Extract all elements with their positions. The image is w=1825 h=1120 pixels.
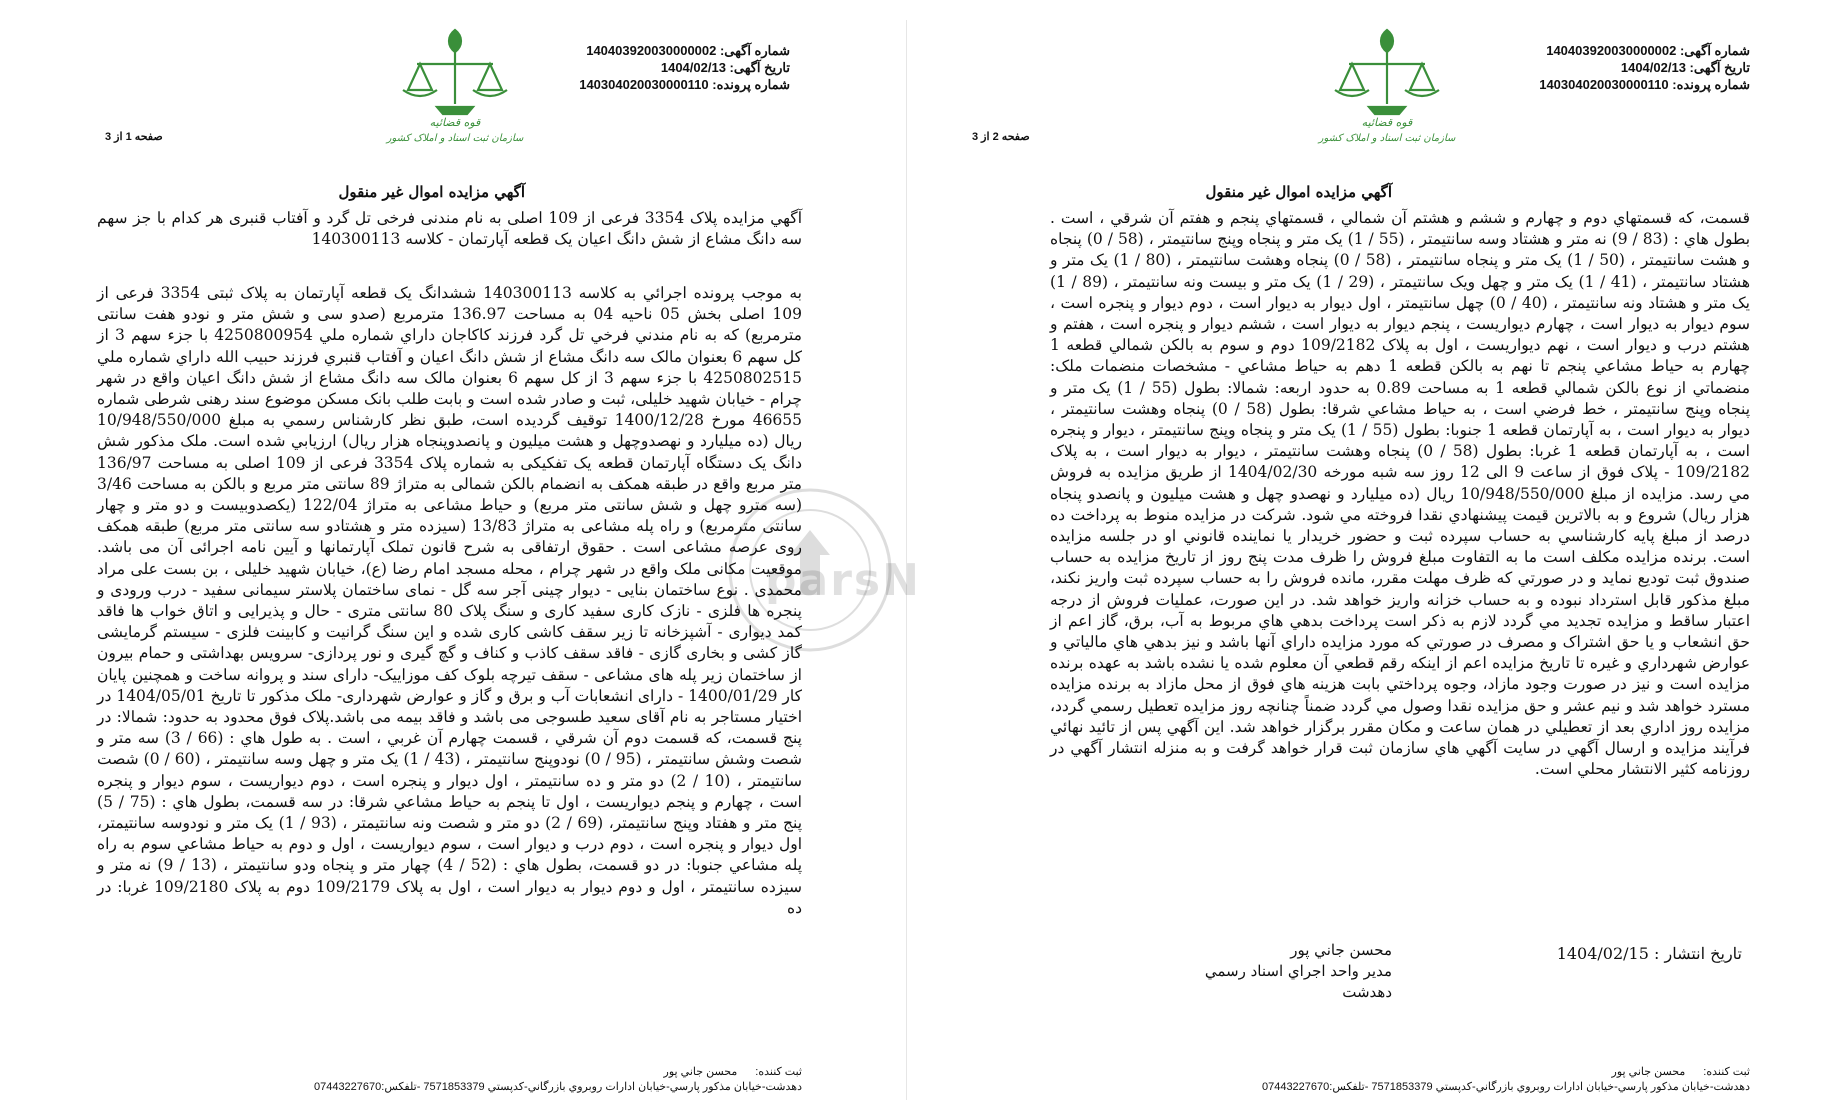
registrant <box>314 1065 802 1080</box>
svg-text:سازمان ثبت اسناد و املاک کشور: سازمان ثبت اسناد و املاک کشور <box>386 133 524 144</box>
watermark-text: parsN <box>765 555 921 606</box>
svg-text:سازمان ثبت اسناد و املاک کشور: سازمان ثبت اسناد و املاک کشور <box>1318 133 1456 144</box>
page-label: صفحه 1 از 3 <box>105 131 163 143</box>
body-paragraph: به موجب پرونده اجرائي به کلاسه 140300113 ششدانگ یک قطعه آپارتمان به پلاک ثبتی 3354 فرعی از 109 اصلی بخش 05 ناحیه 04 به مساحت 136.97 مترمربع (صدو سی و شش متر و نودو هفت سانتی مترمربع) که به نام مندني فرخي تل گرد فرزند كاكاجان داراي شماره ملي 4250800954 با جزء سهم 3 از کل سهم 6 بعنوان مالک سه دانگ مشاع از شش دانگ اعیان و آفتاب قنبري فرزند حبيب الله داراي شماره ملي 4250802515 با جزء سهم 3 از کل سهم 6 بعنوان مالک سه دانگ مشاع از شش دانگ اعیان واقع در شهر چرام - خیابان شهید خلیلی، ثبت و صادر شده است و بابت طلب بانک مسکن موضوع سند رهنی شرطی شماره 46655 مورخ 1400/12/28 توقيف گرديده است، طبق نظر كارشناس رسمي به مبلغ 10/948/550/000 ريال (ده ميليارد و نهصدوچهل و هشت ميليون و پانصدوپنجاه هزار ريال) ارزيابي شده است. ملک مذکور شش دانگ یک دستگاه آپارتمان قطعه یک تفکیکی به شماره پلاک 3354 فرعی از 109 اصلی به مساحت 136/97 متر مربع واقع در طبقه همکف به انضمام بالکن شمالی به متراژ 89 سانتی متر مربع و بالکن به مساحت 3/46 (سه مترو چهل و شش سانتی متر مربع) و حیاط مشاعی به متراژ 122/04 (یکصدوبیست و دو متر و چهار سانتی مترمربع) و راه پله مشاعی به متراژ 13/83 (سیزده متر و هشتادو سه سانتی متر مربع) طبقه همکف روی عرصه مشاعی است . حقوق ارتفاقی به شرح قانون تملک آپارتمانها و آیین نامه اجرائی آن می باشد. موقعیت مکانی ملک واقع در شهر چرام ، محله مسجد امام رضا (ع)، خیابان شهید خلیلی ، بن بست علی مراد محمدی . نوع ساختمان بنایی - دیوار چینی آجر سه گل - نمای ساختمان پلاستر سیمانی سفید - درب ورودی و پنجره ها فلزی - نازک کاری سفید کاری و سنگ پلاک 80 سانتی متری - حال و پذیرایی و اتاق خواب ها فاقد کمد دیواری - آشپزخانه تا زیر سقف کاشی کاری شده و این سنگ گرانیت و کابینت فلزی - سیستم گرمایشی گاز کشی و بخاری گازی - فاقد سقف کاذب و کناف و گچ گیری و نور پردازی- سرویس بهداشتی و حمام بیرون از ساختمان زیر پله های مشاعی - سقف تیرچه بلوک کف موزاییک- دارای سند و پروانه ساخت و همچنین پایان کار 1400/01/29 - دارای انشعابات آب و برق و گاز و عوارض شهرداری- ملک مذکور تا تاریخ 1404/05/01 در اختیار مستاجر به نام آقای سعید طسوجی می باشد و فاقد بیمه می باشد.پلاک فوق محدود به حدود: شمالا: در پنج قسمت، كه قسمت دوم آن شرقي ، قسمت چهارم آن غربي ، است . به طول هاي : (66 / 3) سه متر و شصت وشش سانتيمتر ، (95 / 0) نودوپنج سانتيمتر ، (43 / 1) يک متر و چهل وسه سانتيمتر ، (60 / 0) شصت سانتيمتر ، (10 / 2) دو متر و ده سانتيمتر ، اول ديوار و پنجره است ، دوم ديواريست ، سوم ديوار و پنجره است ، چهارم و پنجم ديواريست ، اول تا پنجم به حياط مشاعي شرقا: در سه قسمت، بطول هاي : (75 / 5) پنج متر و هفتاد وپنج سانتيمتر، (69 / 2) دو متر و شصت ونه سانتيمتر ، (93 / 1) يک متر و نودوسه سانتيمتر، اول ديوار و پنجره است ، دوم درب و ديوار است ، سوم ديواريست ، اول و دوم به حياط مشاعي سوم به راه پله مشاعي جنوبا: در دو قسمت، بطول هاي : (52 / 4) چهار متر و پنجاه ودو سانتيمتر ، (13 / 9) نه متر و سيزده سانتيمتر ، اول و دوم ديوار به ديوار است ، اول به پلاک 109/2179 دوم به پلاک 109/2180 غربا: در ده <box>97 284 803 917</box>
footer <box>1262 1065 1750 1095</box>
registrant-label: ثبت کننده: <box>1703 1066 1750 1078</box>
registrant-label: ثبت کننده: <box>755 1066 802 1078</box>
page-title: آگهي مزايده اموال غير منقول <box>1205 183 1392 201</box>
signer-position: مدير واحد اجراي اسناد رسمي <box>1204 962 1392 980</box>
notice-number: شماره آگهی: 140403920030000002 <box>1546 43 1750 58</box>
judiciary-emblem-icon <box>375 12 535 147</box>
page-2 <box>912 0 1812 1120</box>
publish-date: تاریخ انتشار : 1404/02/15 <box>1556 944 1742 963</box>
signer-name: محسن جاني پور <box>1290 941 1392 959</box>
notice-meta <box>1539 42 1750 93</box>
page-label: صفحه 2 از 3 <box>972 131 1030 143</box>
notice-number: شماره آگهی: 140403920030000002 <box>586 43 790 58</box>
signature-block <box>1205 940 1392 1003</box>
notice-meta <box>579 42 790 93</box>
case-number: شماره پرونده: 140304020030000110 <box>579 77 790 92</box>
notice-date: تاریخ آگهی: 1404/02/13 <box>1620 60 1750 75</box>
address: دهدشت-خيابان مذکور پارسي-خيابان ادارات روبروي بازرگاني-کدپستي 7571853379 -تلفکس:07443227670 <box>313 1081 802 1093</box>
notice-date: تاریخ آگهی: 1404/02/13 <box>660 60 790 75</box>
registrant-name: محسن جاني پور <box>663 1066 738 1078</box>
footer <box>314 1065 802 1095</box>
intro-paragraph: آگهي مزايده پلاک 3354 فرعی از 109 اصلی به نام مندنی فرخی تل گرد و آفتاب قنبری هر کدام با جز سهم سه دانگ مشاع از شش دانگ اعیان یک قطعه آپارتمان - کلاسه 140300113 <box>97 209 802 249</box>
page-divider <box>906 20 907 1100</box>
body-paragraph: قسمت، كه قسمتهاي دوم و چهارم و ششم و هشتم آن شمالي ، قسمتهاي پنجم و هفتم آن شرقي ، است . بطول هاي : (83 / 9) نه متر و هشتاد وسه سانتيمتر ، (55 / 1) يک متر و پنجاه وپنج سانتيمتر ، (58 / 0) پنجاه و هشت سانتيمتر ، (50 / 1) يک متر و پنجاه سانتيمتر ، (58 / 0) پنجاه وهشت سانتيمتر ، (80 / 1) يک متر و هشتاد سانتيمتر ، (41 / 1) يک متر و چهل ويک سانتيمتر ، (29 / 1) يک متر و بيست ونه سانتيمتر ، (89 / 1) يک متر و هشتاد ونه سانتيمتر ، (40 / 0) چهل سانتيمتر ، اول ديوار به ديوار است ، دوم ديوار و پنجره است ، سوم ديوار به ديوار است ، چهارم ديواريست ، پنجم ديوار به ديوار است ، ششم ديوار و پنجره است ، هفتم و هشتم درب و ديوار است ، نهم ديواريست ، اول به پلاک 109/2182 دوم و سوم به بالکن شمالي قطعه 1 چهارم به حياط مشاعي پنجم تا نهم به بالکن قطعه 1 دهم به حياط مشاعي - مشخصات منضمات ملک: منضماتي از نوع بالکن شمالي قطعه 1 به مساحت 0.89 به حدود اربعه: شمالا: بطول (55 / 1) يک متر و پنجاه وپنج سانتيمتر ، خط فرضي است ، به حياط مشاعي شرقا: بطول (58 / 0) پنجاه وهشت سانتيمتر ، ديوار به ديوار است ، به آپارتمان قطعه 1 جنوبا: بطول (55 / 1) يک متر و پنجاه وپنج سانتيمتر ، ديوار و پنجره است ، به آپارتمان قطعه 1 غربا: بطول (58 / 0) پنجاه وهشت سانتيمتر ، ديوار به ديوار است ، به پلاک 109/2182 - پلاک فوق از ساعت 9 الی 12 روز سه شبه مورخه 1404/02/30 از طريق مزايده به فروش مي رسد. مزايده از مبلغ 10/948/550/000 ريال (ده ميليارد و نهصدو چهل و هشت ميليون و پانصدو پنجاه هزار ريال) شروع و به بالاترين قيمت پيشنهادي نقدا فروخته مي شود. شرکت در مزايده منوط به پرداخت ده درصد از مبلغ پايه کارشناسي به حساب سپرده ثبت و حضور خريدار يا نماينده قانوني او در جلسه مزايده است. برنده مزايده مکلف است ما به التفاوت مبلغ فروش را ظرف مدت پنج روز از تاريخ مزايده به حساب صندوق ثبت توديع نمايد و در صورتي که ظرف مهلت مقرر، مانده فروش را به حساب سپرده ثبت واريز نکند، مبلغ مذکور قابل استرداد نبوده و به حساب خزانه واريز خواهد شد. در اين صورت، عمليات فروش از درجه اعتبار ساقط و مزايده تجديد مي گردد لازم به ذکر است پرداخت بدهي هاي مربوط به آب، برق، گاز اعم از حق انشعاب و يا حق اشتراک و مصرف در صورتي که مورد مزايده داراي آنها باشد و نيز بدهي هاي مالياتي و عوارض شهرداري و غيره تا تاريخ مزايده اعم از اينکه رقم قطعي آن معلوم شده يا نشده باشد به عهده برنده مزايده است و نيز در صورت وجود مازاد، وجوه پرداختي بابت هزينه هاي فوق از محل مازاد به برنده مزايده مسترد خواهد شد و نيم عشر و حق مزايده نقدا وصول مي گردد ضمناً چنانچه روز مزايده تعطيل رسمي گردد، مزايده روز اداري بعد از تعطيلي در همان ساعت و مکان مقرر برگزار خواهد شد. اين آگهي پس از تائيد نهائي فرآيند مزايده و ارسال آگهي در سايت آگهي هاي سازمان ثبت قرار خواهد گرفت و به منزله انتشار آگهي در روزنامه کثير الانتشار محلي است. <box>1050 209 1751 779</box>
case-number: شماره پرونده: 140304020030000110 <box>1539 77 1750 92</box>
address: دهدشت-خيابان مذکور پارسي-خيابان ادارات روبروي بازرگاني-کدپستي 7571853379 -تلفکس:07443227670 <box>1261 1081 1750 1093</box>
svg-text:قوه قضائیه: قوه قضائیه <box>429 116 481 129</box>
page-1 <box>0 0 900 1120</box>
registrant-name: محسن جاني پور <box>1611 1066 1686 1078</box>
judiciary-emblem-icon <box>1307 12 1467 147</box>
registrant <box>1262 1065 1750 1080</box>
signer-city: دهدشت <box>1342 983 1392 1001</box>
svg-text:قوه قضائیه: قوه قضائیه <box>1361 116 1413 129</box>
page-title: آگهي مزايده اموال غير منقول <box>338 183 525 201</box>
